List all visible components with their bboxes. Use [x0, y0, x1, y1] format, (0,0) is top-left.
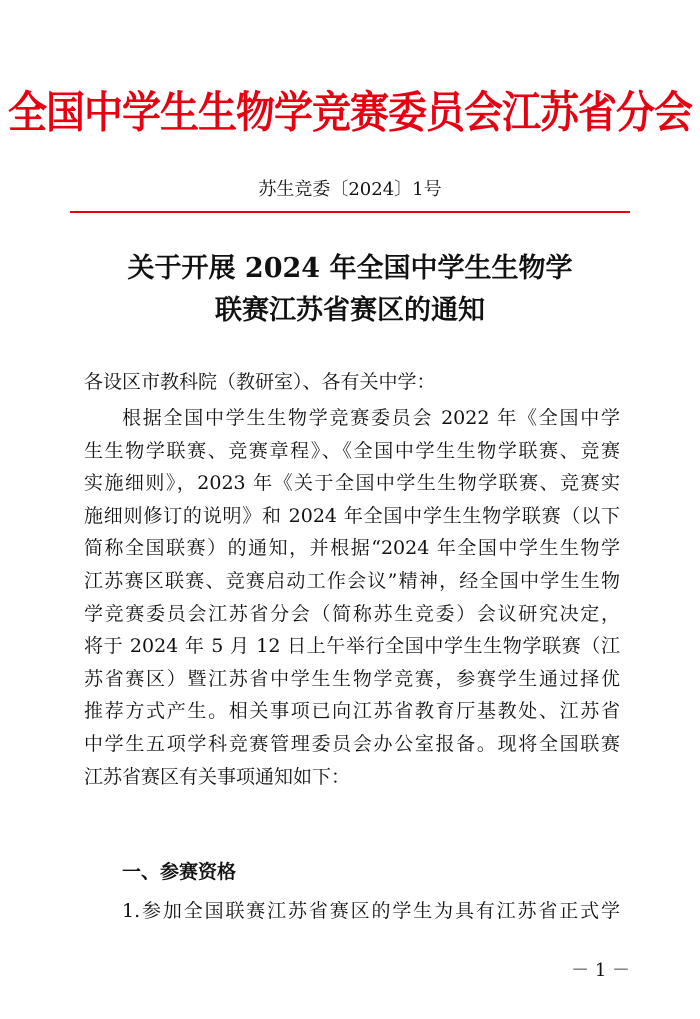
salutation: 各设区市教科院（教研室）、各有关中学：: [84, 371, 436, 393]
red-divider-line: [70, 211, 630, 213]
body-paragraph: [84, 402, 620, 793]
document-title: [0, 248, 700, 332]
paragraph-line: 施细则修订的说明》和 2024 年全国中学生生物学联赛（以下: [84, 504, 620, 527]
title-line-2: 联赛江苏省赛区的通知: [215, 295, 485, 326]
title-line-1: 关于开展 2024 年全国中学生生物学: [127, 253, 573, 284]
list-item: 1.参加全国联赛江苏省赛区的学生为具有江苏省正式学: [122, 900, 620, 922]
organization-header: 全国中学生生物学竞赛委员会江苏省分会: [7, 86, 692, 139]
document-number: 苏生竞委〔2024〕1号: [258, 179, 442, 200]
paragraph-line: 根据全国中学生生物学竞赛委员会 2022 年《全国中学: [122, 407, 620, 429]
paragraph-line: 江苏赛区联赛、竞赛启动工作会议”精神，经全国中学生生物: [84, 569, 620, 592]
page-number: － 1 －: [571, 960, 630, 981]
section-heading: 一、参赛资格: [122, 861, 237, 883]
paragraph-line: 江苏省赛区有关事项通知如下：: [84, 765, 351, 788]
paragraph-line: 实施细则》，2023 年《关于全国中学生生物学联赛、竞赛实: [84, 472, 620, 495]
paragraph-line: 学竞赛委员会江苏省分会（简称苏生竞委）会议研究决定，: [84, 602, 620, 625]
paragraph-line: 中学生五项学科竞赛管理委员会办公室报备。现将全国联赛: [84, 732, 620, 755]
paragraph-line: 生生物学联赛、竞赛章程》、《全国中学生生物学联赛、竞赛: [84, 439, 620, 462]
paragraph-line: 将于 2024 年 5 月 12 日上午举行全国中学生生物学联赛（江: [84, 635, 620, 658]
paragraph-line: 推荐方式产生。相关事项已向江苏省教育厅基教处、江苏省: [84, 700, 620, 723]
paragraph-line: 苏省赛区）暨江苏省中学生生物学竞赛，参赛学生通过择优: [84, 667, 620, 690]
paragraph-line: 简称全国联赛）的通知，并根据“2024 年全国中学生生物学: [84, 537, 620, 560]
